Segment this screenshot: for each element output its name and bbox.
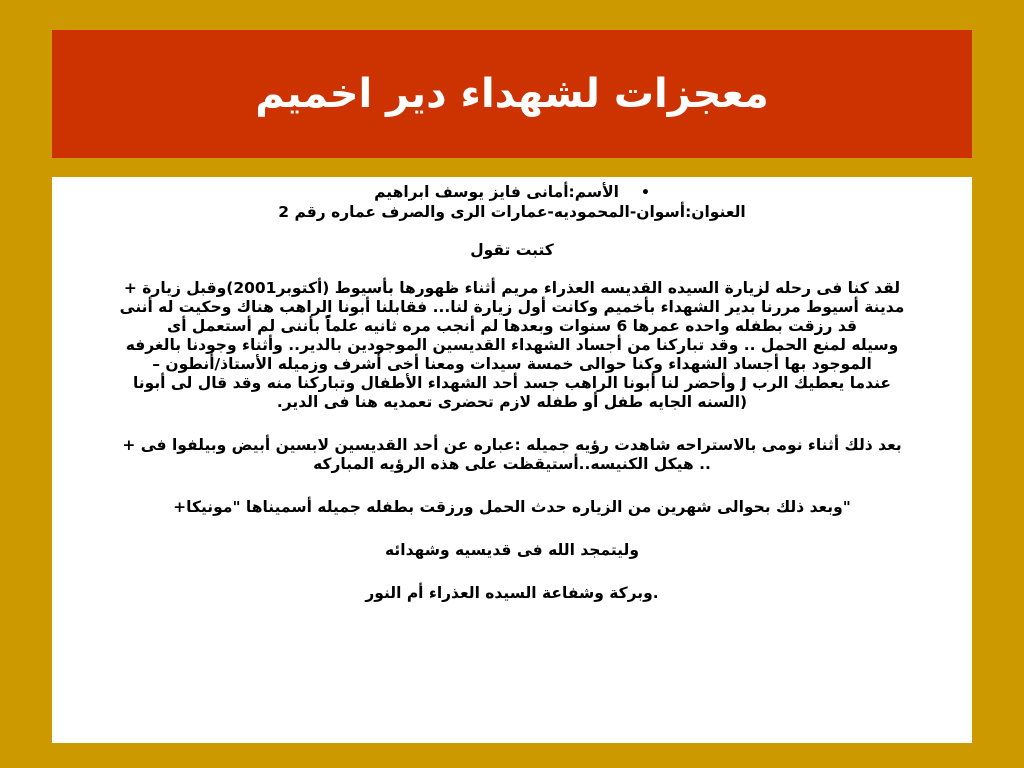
story-paragraph-2	[60, 436, 964, 474]
story-line: لقد كنا فى رحله لزيارة السيده القديسه العذراء مريم أثناء ظهورها بأسيوط (أكتوبر2001)وقبل زيارة +	[123, 279, 901, 297]
bullet-icon: •	[640, 185, 650, 201]
slide-body	[60, 183, 964, 603]
story-line: الموجود بها أجساد الشهداء وكنا حوالى خمسة سيدات ومعنا أخى أشرف وزميله الأستاذ/أنطون –	[152, 355, 872, 373]
name-text: الأسم:أمانى فايز يوسف ابراهيم	[374, 183, 619, 201]
story-line: (السنه الجايه طفل أو طفله لازم تحضرى تعمديه هنا فى الدير.	[276, 393, 748, 411]
story-line: بعد ذلك أثناء نومى بالاستراحه شاهدت رؤيه جميله :عباره عن أحد القديسين لابسين أبيض وبيلفوا فى +	[122, 436, 902, 454]
story-paragraph-1	[60, 279, 964, 412]
story-line: وسيله لمنع الحمل .. وقد تباركنا من أجساد الشهداء القديسين الموجودين بالدير.. وأثناء وجودنا بالغرفه	[125, 336, 899, 354]
story-line: مدينة أسيوط مررنا بدير الشهداء بأخميم وكانت أول زيارة لنا... فقابلنا أبونا الراهب هناك وحكيت له أننى	[119, 298, 905, 316]
story-line: قد رزقت بطفله واحده عمرها 6 سنوات وبعدها لم أنجب مره ثانيه علماًًًًًًً بأننى لم أستعمل أى	[167, 317, 857, 335]
writes-line: كتبت تقول	[470, 241, 554, 259]
content-panel	[52, 177, 972, 743]
name-line	[60, 183, 964, 203]
title-band	[52, 30, 972, 158]
story-line: .. هيكل الكنيسه..أستيقظت على هذه الرؤيه المباركه	[313, 455, 711, 473]
story-paragraph-3: "وبعد ذلك بحوالى شهرين من الزياره حدث الحمل ورزقت بطفله جميله أسميناها "مونيكا+	[173, 498, 851, 516]
story-paragraph-4: وليتمجد الله فى قديسيه وشهدائه	[385, 541, 639, 559]
address-line: العنوان:أسوان-المحموديه-عمارات الرى والصرف عماره رقم 2	[278, 203, 746, 221]
story-line: عندما يعطيك الرب J وأحضر لنا أبونا الراهب جسد أحد الشهداء الأطفال وتباركنا منه وقد قال لى أبونا	[132, 374, 892, 392]
slide-title: معجزات لشهداء دير اخميم	[255, 71, 769, 117]
story-paragraph-5: .وبركة وشفاعة السيده العذراء أم النور	[365, 584, 659, 602]
